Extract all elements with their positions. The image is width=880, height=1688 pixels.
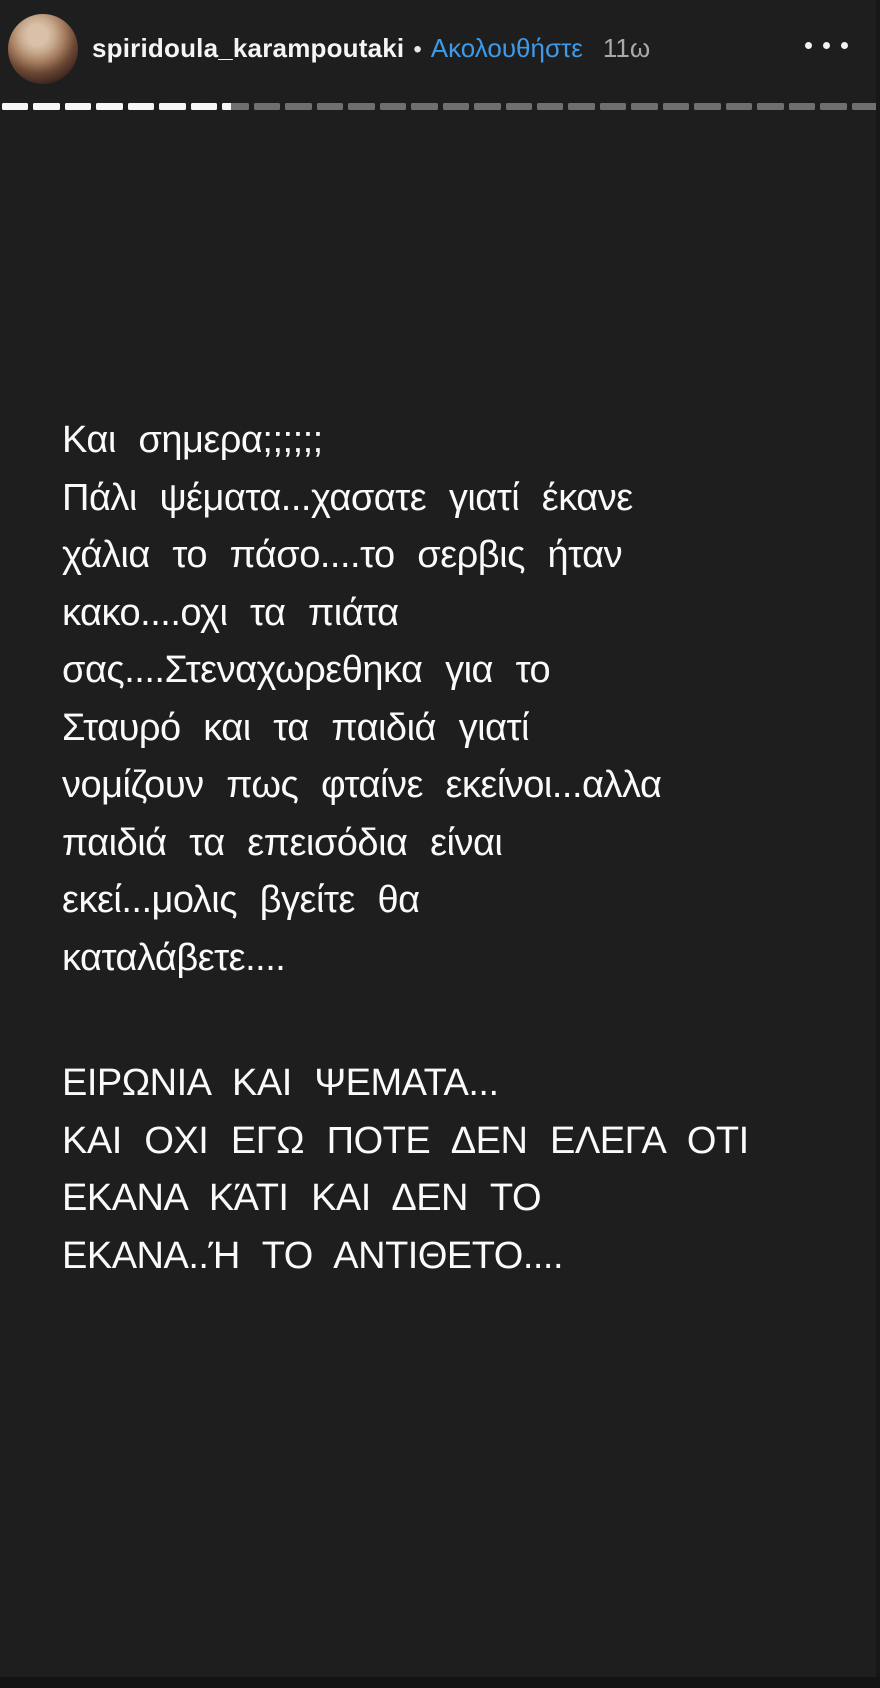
avatar[interactable] (8, 14, 78, 84)
progress-segment (663, 103, 689, 110)
progress-segment (631, 103, 657, 110)
progress-segment (317, 103, 343, 110)
username[interactable]: spiridoula_karampoutaki (92, 32, 405, 63)
progress-segment (852, 103, 878, 110)
story-header (0, 0, 880, 96)
story-timestamp: 11ω (602, 32, 651, 63)
progress-segment (159, 103, 185, 110)
progress-segment (348, 103, 374, 110)
story-text-line: κακο....οχι τα πιάτα (62, 591, 399, 634)
story-text-line: παιδιά τα επεισόδια είναι (62, 821, 503, 864)
story-text-line: νομίζουν πως φταίνε εκείνοι...αλλα (62, 764, 662, 806)
progress-segment (33, 103, 59, 110)
story-text-line: Σταυρό και τα παιδιά γιατί (62, 706, 529, 749)
progress-segment (789, 103, 815, 110)
progress-segment (128, 103, 154, 110)
story-text-line: καταλάβετε.... (62, 936, 286, 979)
more-options-icon[interactable] (801, 38, 852, 53)
progress-segment (726, 103, 752, 110)
window-edge-bottom (0, 1677, 880, 1688)
story-text-line: Και σημερα;;;;;; (62, 419, 323, 461)
progress-segment (694, 103, 720, 110)
progress-segment (568, 103, 594, 110)
progress-segment (254, 103, 280, 110)
story-text-line: σας....Στεναχωρεθηκα για το (62, 649, 551, 691)
story-progress-bar (2, 103, 878, 110)
progress-segment (65, 103, 91, 110)
story-text-line: ΕΚΑΝΑ ΚΆΤΙ ΚΑΙ ΔΕΝ ΤΟ (62, 1177, 541, 1219)
progress-segment (285, 103, 311, 110)
story-tap-area[interactable] (0, 120, 876, 1677)
progress-segment (380, 103, 406, 110)
story-text-line: ΕΚΑΝΑ..Ή ΤΟ ΑΝΤΙΘΕΤΟ.... (62, 1234, 564, 1277)
progress-segment (191, 103, 217, 110)
progress-segment (820, 103, 846, 110)
progress-segment (443, 103, 469, 110)
progress-segment (96, 103, 122, 110)
progress-segment (757, 103, 783, 110)
paragraph-gap (62, 987, 818, 1055)
story-text (62, 412, 818, 1285)
username-separator-dot: • (413, 35, 422, 63)
progress-segment (600, 103, 626, 110)
header-text (92, 33, 650, 64)
story-text-line: Πάλι ψέματα...χασατε γιατί έκανε (62, 476, 633, 519)
window-edge-right (876, 0, 880, 1688)
story-text-line: χάλια το πάσο....το σερβις ήταν (62, 534, 623, 576)
story-text-line: ΚΑΙ ΟΧΙ ΕΓΩ ΠΟΤΕ ΔΕΝ ΕΛΕΓΑ ΟΤΙ (62, 1119, 749, 1162)
story-text-line: ΕΙΡΩΝΙΑ ΚΑΙ ΨΕΜΑΤΑ... (62, 1062, 499, 1104)
progress-segment (506, 103, 532, 110)
progress-segment (411, 103, 437, 110)
progress-segment (222, 103, 248, 110)
follow-button[interactable]: Ακολουθήστε (430, 32, 583, 63)
story-text-line: εκεί...μολις βγείτε θα (62, 879, 420, 921)
progress-segment (537, 103, 563, 110)
progress-segment (474, 103, 500, 110)
progress-segment (2, 103, 28, 110)
